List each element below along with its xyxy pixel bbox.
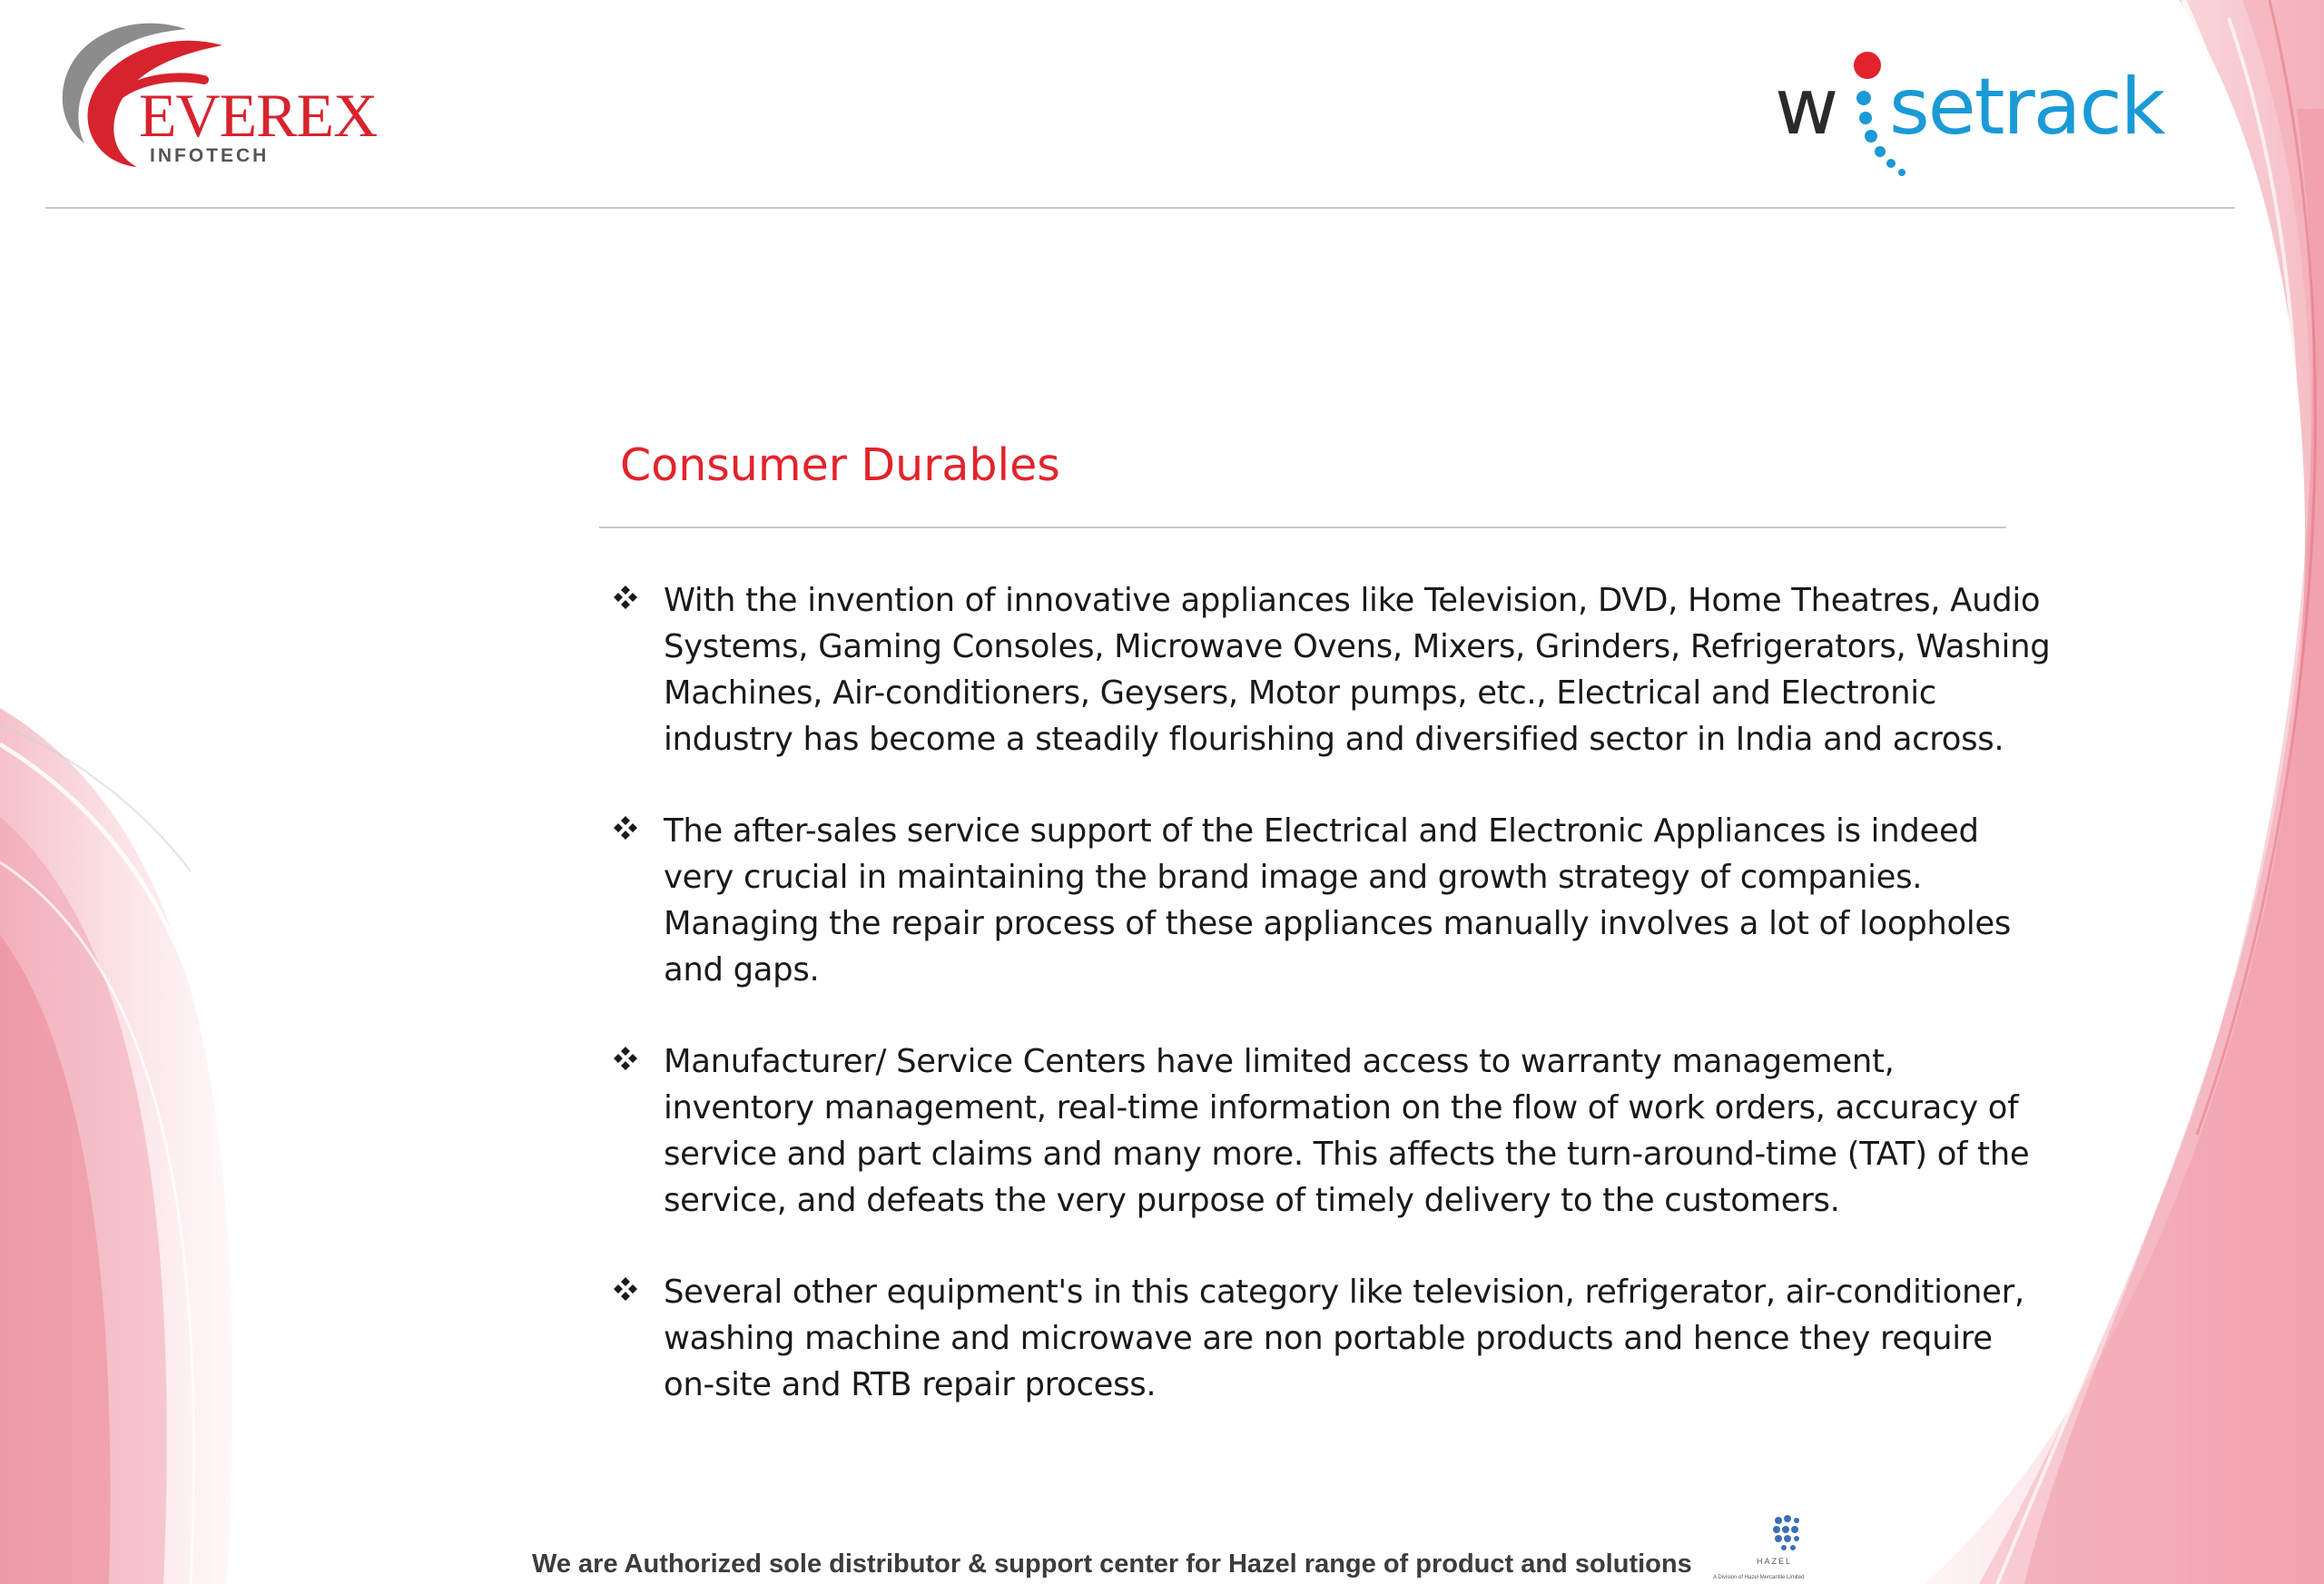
wisetrack-logo-red-dot [1854,52,1881,79]
bullet-item [613,808,2065,993]
footer-text: We are Authorized sole distributor & support center for Hazel range of product and solutions [532,1550,1692,1579]
everex-logo-main-text: EVEREX [139,81,378,150]
wisetrack-logo [1775,45,2192,191]
bullet-item [613,577,2065,762]
bullet-text: The after-sales service support of the Electrical and Electronic Appliances is indeed very crucial in maintaining the brand image and growth strategy of companies. Managing the repair process of these appliances manually involves a lot of loopholes and gaps. [664,812,2012,989]
diamond-bullet-icon [613,815,638,841]
bullet-list [613,577,2065,1453]
everex-logo [50,9,386,172]
hazel-logo-name: HAZEL [1757,1557,1793,1566]
hazel-logo-tagline: A Division of Hazel Mercantile Limited [1713,1575,1805,1580]
header-divider [45,207,2235,209]
wisetrack-logo-text-setrack: setrack [1889,62,2164,152]
bullet-text: With the invention of innovative appliances like Television, DVD, Home Theatres, Audio Systems, Gaming Consoles, Microwave Ovens, Mixers, Grinders, Refrigerators, Washing Machines, Air-conditioners, Geysers, Motor pumps, etc., Electrical and Electronic industry has become a steadily flourishing and diversified sector in India and across. [664,582,2051,758]
title-divider [599,526,2006,528]
wisetrack-logo-text-w: w [1775,62,1839,152]
diamond-bullet-icon [613,585,638,610]
bullet-text: Several other equipment's in this category like television, refrigerator, air-conditioner, washing machine and microwave are non portable products and hence they require on-site and RTB repair process. [664,1274,2024,1403]
bullet-item [613,1038,2065,1224]
diamond-bullet-icon [613,1276,638,1302]
slide-title: Consumer Durables [620,439,1060,491]
bullet-item [613,1269,2065,1408]
diamond-bullet-icon [613,1046,638,1071]
everex-logo-sub-text: INFOTECH [150,145,270,166]
bullet-text: Manufacturer/ Service Centers have limited access to warranty management, inventory management, real-time information on the flow of work orders, accuracy of service and part claims and many more. This affects the turn-around-time (TAT) of the service, and defeats the very purpose of timely delivery to the customers. [664,1043,2030,1219]
hazel-dots-icon [1773,1515,1799,1550]
hazel-logo [1711,1511,1870,1584]
